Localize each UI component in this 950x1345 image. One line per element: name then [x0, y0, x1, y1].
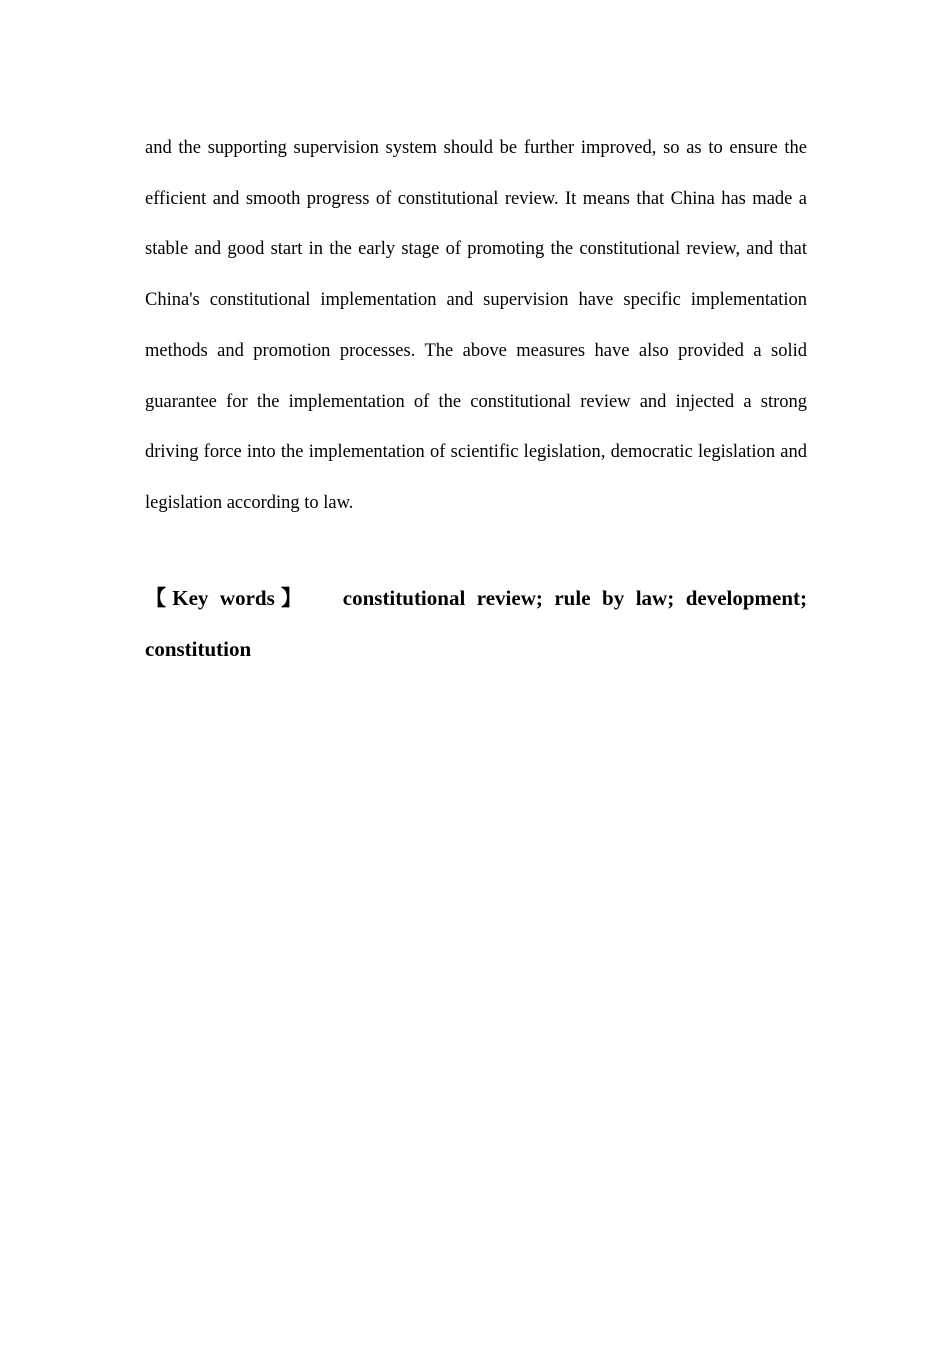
keywords-list: constitutional review; rule by law; development; constitution: [145, 586, 808, 661]
keywords-label: 【Key words】: [145, 586, 309, 610]
keywords-line: [145, 573, 807, 675]
abstract-paragraph: and the supporting supervision system should be further improved, so as to ensure the efficient and smooth progress of constitutional review. It means that China has made a stable and good start in the early stage of promoting the constitutional review, and that China's constitutional implementation and supervision have specific implementation methods and promotion processes. The above measures have also provided a solid guarantee for the implementation of the constitutional review and injected a strong driving force into the implementation of scientific legislation, democratic legislation and legislation according to law.: [145, 138, 807, 513]
